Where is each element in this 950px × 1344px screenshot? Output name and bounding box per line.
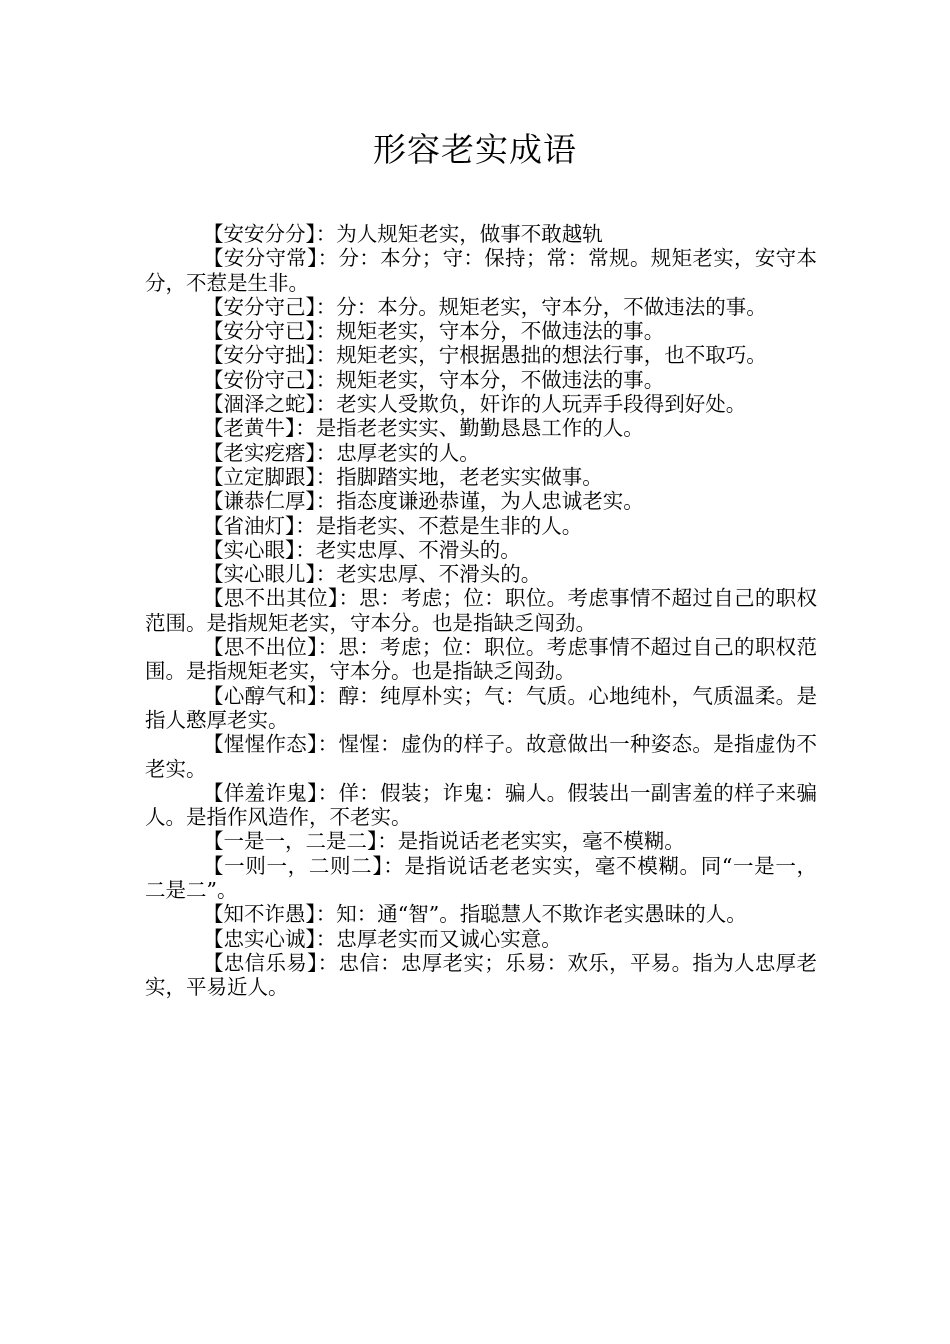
list-item: 【涸泽之蛇】：老实人受欺负，奸诈的人玩弄手段得到好处。 — [203, 392, 747, 417]
list-item: 【安分守己】：分：本分。规矩老实，守本分，不做违法的事。 — [203, 294, 767, 319]
list-item: 【实心眼儿】：老实忠厚、不滑头的。 — [203, 562, 542, 587]
list-item: 【思不出其位】：思：考虑；位：职位。考虑事情不超过自己的职权范围。是指规矩老实，守本分。也是指缺乏闯劲。 — [145, 586, 817, 635]
list-item: 【忠实心诚】：忠厚老实而又诚心实意。 — [203, 926, 562, 951]
list-item: 【谦恭仁厚】：指态度谦逊恭谨，为人忠诚老实。 — [203, 489, 644, 514]
list-item: 【安份守己】：规矩老实，守本分，不做违法的事。 — [203, 367, 665, 392]
list-item: 【思不出位】：思：考虑；位：职位。考虑事情不超过自己的职权范围。是指规矩老实，守本分。也是指缺乏闯劲。 — [145, 635, 817, 684]
list-item: 【心醇气和】：醇：纯厚朴实；气：气质。心地纯朴，气质温柔。是指人憨厚老实。 — [145, 683, 817, 732]
list-item: 【安分守常】：分：本分；守：保持；常：常规。规矩老实，安守本分，不惹是生非。 — [145, 246, 817, 295]
list-item: 【知不诈愚】：知：通“智”。指聪慧人不欺诈老实愚昧的人。 — [203, 902, 747, 927]
list-item: 【老黄牛】：是指老老实实、勤勤恳恳工作的人。 — [203, 416, 644, 441]
list-item: 【立定脚跟】：指脚踏实地，老老实实做事。 — [203, 464, 603, 489]
list-item: 【一则一，二则二】：是指说话老老实实，毫不模糊。同“一是一，二是二”。 — [145, 853, 817, 903]
page-title: 形容老实成语 — [373, 130, 577, 169]
idiom-list — [145, 222, 817, 1000]
list-item: 【安分守拙】：规矩老实，宁根据愚拙的想法行事，也不取巧。 — [203, 343, 767, 368]
list-item: 【忠信乐易】：忠信：忠厚老实；乐易：欢乐，平易。指为人忠厚老实，平易近人。 — [145, 950, 817, 1000]
list-item: 【安安分分】：为人规矩老实，做事不敢越轨 — [203, 222, 603, 246]
list-item: 【安分守已】：规矩老实，守本分，不做违法的事。 — [203, 319, 665, 344]
list-item: 【一是一，二是二】：是指说话老老实实，毫不模糊。 — [203, 829, 685, 854]
list-item: 【惺惺作态】：惺惺：虚伪的样子。故意做出一种姿态。是指虚伪不老实。 — [145, 732, 817, 781]
list-item: 【省油灯】：是指老实、不惹是生非的人。 — [203, 513, 583, 538]
list-item: 【佯羞诈鬼】：佯：假装；诈鬼：骗人。假装出一副害羞的样子来骗人。是指作风造作，不老实。 — [145, 780, 817, 830]
list-item: 【实心眼】：老实忠厚、不滑头的。 — [203, 537, 521, 562]
list-item: 【老实疙瘩】：忠厚老实的人。 — [203, 440, 480, 465]
